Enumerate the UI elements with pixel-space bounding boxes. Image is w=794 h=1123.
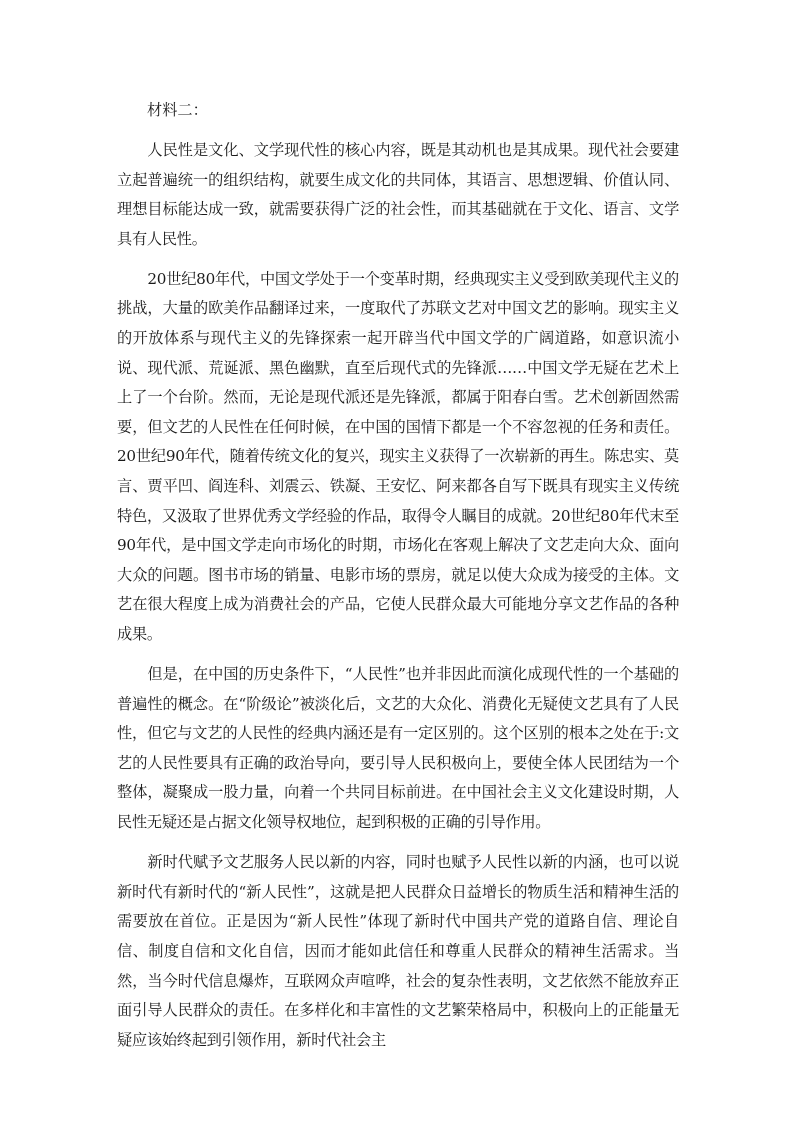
paragraph-3: 但是，在中国的历史条件下，“人民性”也并非因此而演化成现代性的一个基础的普遍性的概念。在“阶级论”被淡化后，文艺的大众化、消费化无疑使文艺具有了人民性，但它与文艺的人民性的经典内涵还是有一定区别的。这个区别的根本之处在于:文艺的人民性要具有正确的政治导向，要引导人民积极向上，要使全体人民团结为一个整体，凝聚成一股力量，向着一个共同目标前进。在中国社会主义文化建设时期，人民性无疑还是占据文化领导权地位，起到积极的正确的引导作用。 — [117, 665, 679, 832]
paragraph-1: 人民性是文化、文学现代性的核心内容，既是其动机也是其成果。现代社会要建立起普遍统一的组织结构，就要生成文化的共同体，其语言、思想逻辑、价值认同、理想目标能达成一致，就需要获得广泛的社会性，而其基础就在于文化、语言、文学具有人民性。 — [117, 141, 679, 248]
paragraph-4: 新时代赋予文艺服务人民以新的内容，同时也赋予人民性以新的内涵，也可以说新时代有新时代的“新人民性”，这就是把人民群众日益增长的物质生活和精神生活的需要放在首位。正是因为“新人民性”体现了新时代中国共产党的道路自信、理论自信、制度自信和文化自信，因而才能如此信任和尊重人民群众的精神生活需求。当然，当今时代信息爆炸，互联网众声喧哗，社会的复杂性表明，文艺依然不能放弃正面引导人民群众的责任。在多样化和丰富性的文艺繁荣格局中，积极向上的正能量无疑应该始终起到引领作用，新时代社会主 — [117, 853, 679, 1049]
section-heading: 材料二： — [147, 101, 208, 119]
document-body — [117, 96, 679, 1066]
paragraph-2: 20世纪80年代，中国文学处于一个变革时期，经典现实主义受到欧美现代主义的挑战，大量的欧美作品翻译过来，一度取代了苏联文艺对中国文艺的影响。现实主义的开放体系与现代主义的先锋探索一起开辟当代中国文学的广阔道路，如意识流小说、现代派、荒诞派、黑色幽默，直至后现代式的先锋派……中国文学无疑在艺术上上了一个台阶。然而，无论是现代派还是先锋派，都属于阳春白雪。艺术创新固然需要，但文艺的人民性在任何时候，在中国的国情下都是一个不容忽视的任务和责任。20世纪90年代，随着传统文化的复兴，现实主义获得了一次崭新的再生。陈忠实、莫言、贾平凹、阎连科、刘震云、铁凝、王安忆、阿来都各自写下既具有现实主义传统特色，又汲取了世界优秀文学经验的作品，取得令人瞩目的成就。20世纪80年代末至90年代，是中国文学走向市场化的时期，市场化在客观上解决了文艺走向大众、面向大众的问题。图书市场的销量、电影市场的票房，就足以使大众成为接受的主体。文艺在很大程度上成为消费社会的产品，它使人民群众最大可能地分享文艺作品的各种成果。 — [117, 269, 679, 643]
